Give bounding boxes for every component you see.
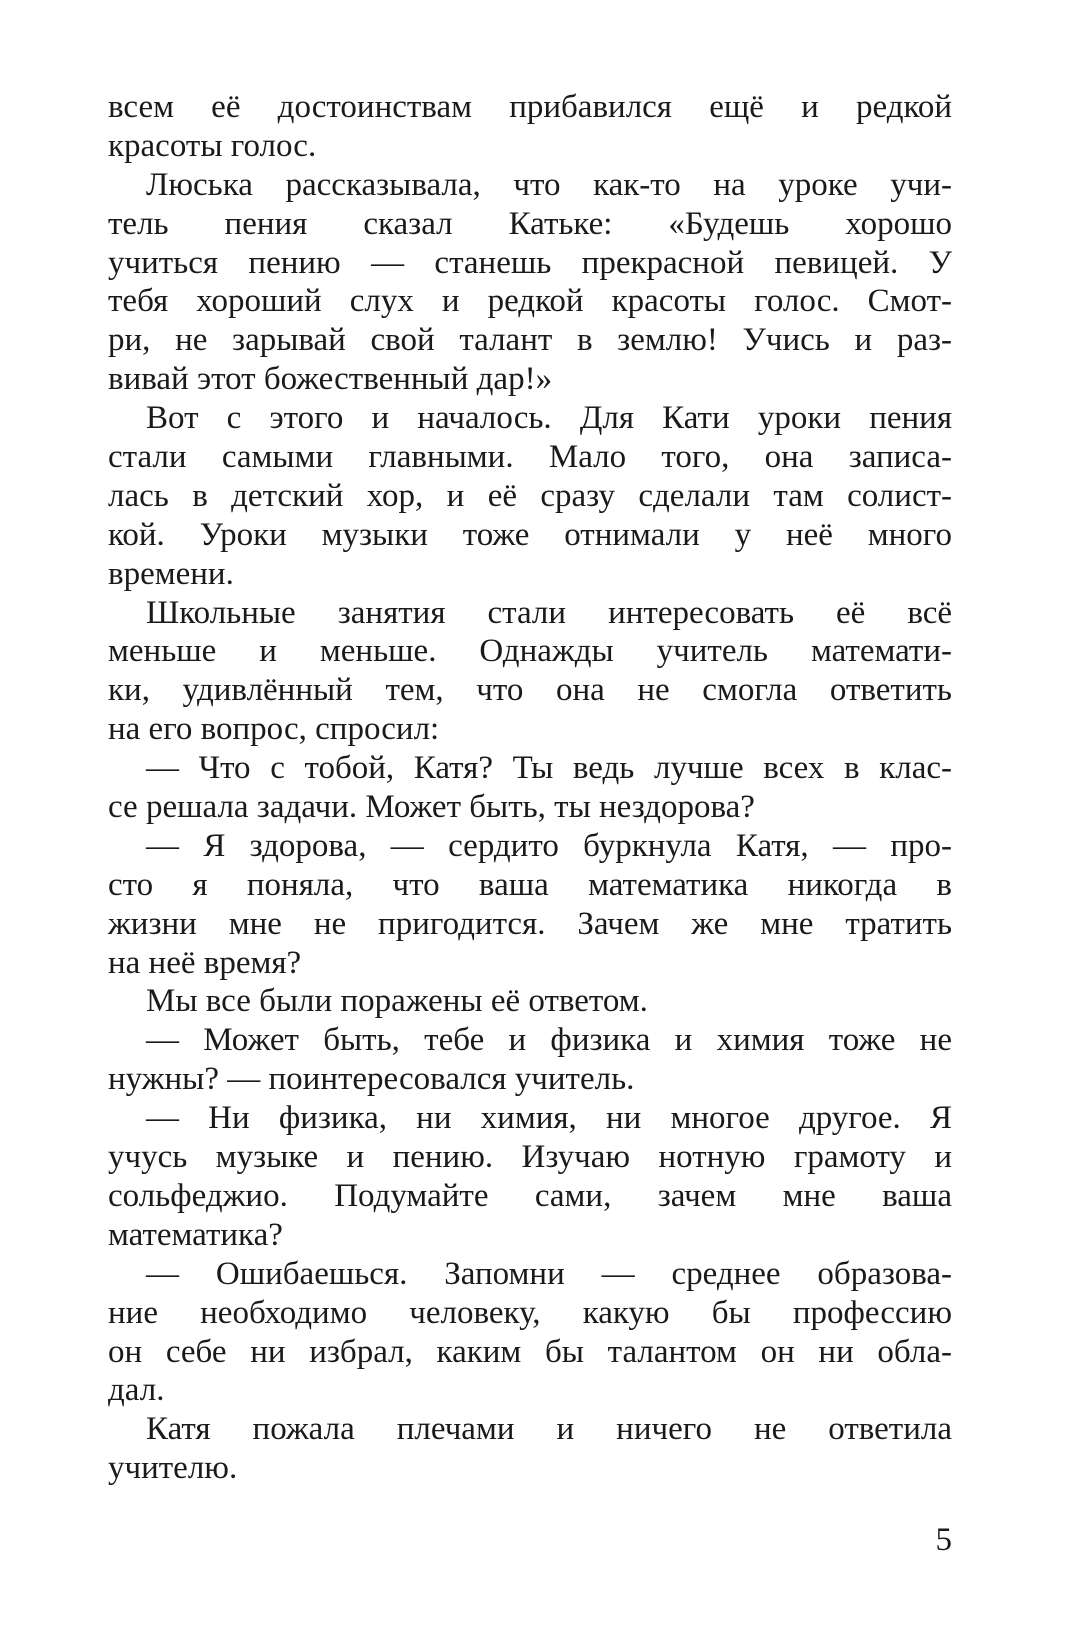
text-line: сто я поняла, что ваша математика никогда в: [108, 866, 952, 903]
text-line: лась в детский хор, и её сразу сделали там солист-: [108, 477, 952, 514]
text-line: красоты голос.: [108, 127, 317, 164]
text-line: сольфеджио. Подумайте сами, зачем мне ваша: [108, 1177, 952, 1214]
text-line: — Может быть, тебе и физика и химия тоже не: [146, 1022, 952, 1059]
text-line: учителю.: [108, 1450, 238, 1487]
text-line: учиться пению — станешь прекрасной певицей. У: [108, 244, 952, 281]
text-line: ние необходимо человеку, какую бы профессию: [108, 1294, 952, 1331]
text-line: — Ни физика, ни химия, ни многое другое. Я: [146, 1100, 952, 1137]
text-line: се решала задачи. Может быть, ты нездорова?: [108, 789, 755, 826]
text-line: жизни мне не пригодится. Зачем же мне тратить: [108, 905, 952, 942]
text-line: на неё время?: [108, 944, 302, 981]
text-line: — Что с тобой, Катя? Ты ведь лучше всех в клас-: [146, 750, 952, 787]
text-line: математика?: [108, 1216, 283, 1253]
text-line: на его вопрос, спросил:: [108, 711, 440, 748]
text-line: времени.: [108, 555, 234, 592]
body-text: [108, 88, 952, 1488]
text-line: Катя пожала плечами и ничего не ответила: [146, 1411, 952, 1448]
text-line: тель пения сказал Катьке: «Будешь хорошо: [108, 205, 952, 242]
text-line: учусь музыке и пению. Изучаю нотную грамоту и: [108, 1139, 952, 1176]
text-line: тебя хороший слух и редкой красоты голос. Смот-: [108, 283, 952, 320]
text-line: нужны? — поинтересовался учитель.: [108, 1061, 635, 1098]
text-line: вивай этот божественный дар!»: [108, 361, 553, 398]
text-line: стали самыми главными. Мало того, она записа-: [108, 439, 952, 476]
text-line: он себе ни избрал, каким бы талантом он ни обла-: [108, 1333, 952, 1370]
text-line: — Я здорова, — сердито буркнула Катя, — про-: [146, 827, 952, 864]
text-line: дал.: [108, 1372, 165, 1409]
text-line: меньше и меньше. Однажды учитель математи-: [108, 633, 952, 670]
text-line: Мы все были поражены её ответом.: [146, 983, 648, 1020]
page-number: 5: [935, 1522, 952, 1558]
text-line: — Ошибаешься. Запомни — среднее образова-: [146, 1255, 952, 1292]
text-line: ри, не зарывай свой талант в землю! Учись и раз-: [108, 322, 952, 359]
text-line: всем её достоинствам прибавился ещё и редкой: [108, 89, 952, 125]
text-line: кой. Уроки музыки тоже отнимали у неё много: [108, 516, 952, 553]
text-line: Школьные занятия стали интересовать её всё: [146, 594, 952, 631]
text-line: Люська рассказывала, что как-то на уроке учи-: [146, 166, 952, 203]
text-line: Вот с этого и началось. Для Кати уроки пения: [146, 400, 952, 437]
text-line: ки, удивлённый тем, что она не смогла ответить: [108, 672, 952, 709]
